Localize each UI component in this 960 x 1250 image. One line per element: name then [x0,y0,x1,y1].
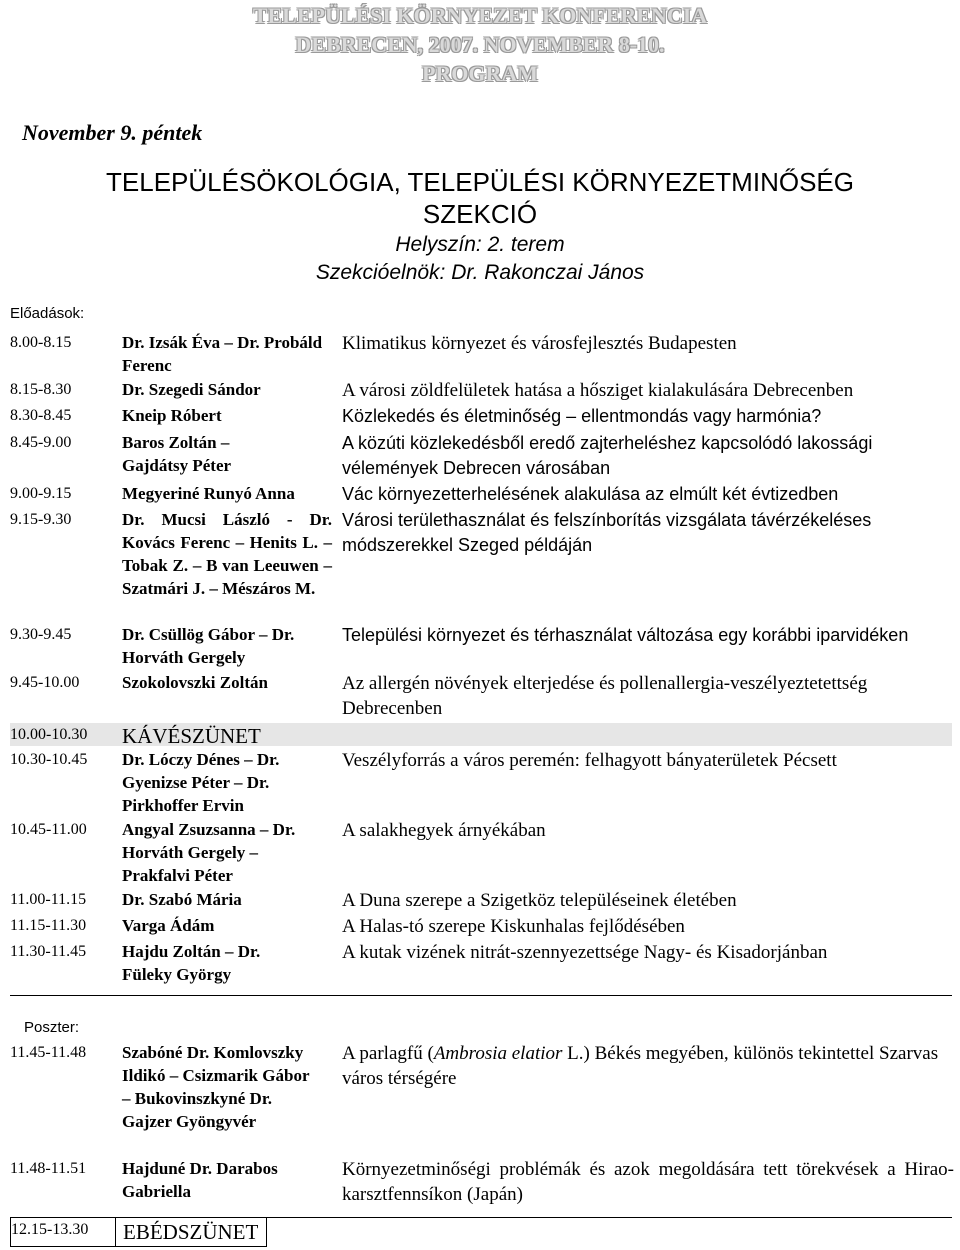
talk-title: Közlekedés és életminőség – ellentmondás vagy harmónia? [342,406,822,426]
time: 8.45-9.00 [10,434,72,451]
talk-title: A közúti közlekedésből eredő zajterheléshez kapcsolódó lakossági vélemények Debrecen városában [342,433,873,478]
lunch-break-label: EBÉDSZÜNET [123,1220,259,1244]
time: 9.00-9.15 [10,485,72,502]
poster-title [342,1041,954,1091]
talk-title: Vác környezetterhelésének alakulása az elmúlt két évtizedben [342,484,839,504]
speaker: Szokolovszki Zoltán [122,673,268,692]
talk-title: A városi zöldfelületek hatása a hősziget kialakulására Debrecenben [342,380,854,401]
program-heading: PROGRAM [421,61,539,86]
cell-divider [115,1217,116,1246]
species-name: Ambrosia elatior [433,1043,563,1064]
talk-title: Az allergén növények elterjedése és pollenallergia-veszélyeztetettség Debrecenben [342,673,868,719]
time: 10.45-11.00 [10,821,87,838]
talk-title: A Duna szerepe a Szigetköz településeinek életében [342,890,737,911]
speaker: Angyal Zsuzsanna – Dr. Horváth Gergely – Prakfalvi Péter [122,820,296,885]
section-title: TELEPÜLÉSÖKOLÓGIA, TELEPÜLÉSI KÖRNYEZETMINŐSÉG [106,167,854,197]
lunch-break-row [10,1217,267,1247]
time: 9.15-9.30 [10,511,72,528]
talk-title: Települési környezet és térhasználat változása egy korábbi iparvidéken [342,625,909,645]
time: 10.30-10.45 [10,751,88,768]
poster-title-part: A parlagfű ( [342,1043,434,1064]
speaker: Dr. Mucsi László - Dr. Kovács Ferenc – Henits L. – Tobak Z. – B van Leeuwen – Szatmári J. – Mészáros M. [122,510,332,598]
time: 9.30-9.45 [10,626,72,643]
section-chair: Szekcióelnök: Dr. Rakonczai János [315,261,645,284]
talk-title: A kutak vizének nitrát-szennyezettsége Nagy- és Kisadorjánban [342,942,828,963]
coffee-break-row [10,723,952,746]
speaker: Dr. Szegedi Sándor [122,380,261,399]
speaker: Varga Ádám [122,916,215,935]
talk-title: Klimatikus környezet és városfejlesztés Budapesten [342,333,737,354]
time: 12.15-13.30 [11,1221,89,1238]
talk-title: A Halas-tó szerepe Kiskunhalas fejlődésében [342,916,685,937]
speaker: Hajduné Dr. Darabos Gabriella [122,1159,278,1201]
time: 11.30-11.45 [10,943,87,960]
poster-title-part: L.) Békés megyében, különös tekintettel Szarvas város térségére [342,1043,939,1089]
time: 11.00-11.15 [10,891,87,908]
speaker: Szabóné Dr. Komlovszky Ildikó – Csizmarik Gábor – Bukovinszkyné Dr. Gajzer Gyöngyvér [122,1043,310,1131]
time: 8.30-8.45 [10,407,72,424]
talk-title: Veszélyforrás a város peremén: felhagyott bányaterületek Pécsett [342,750,837,771]
presentations-label: Előadások: [10,305,85,322]
day-heading: November 9. péntek [22,120,203,145]
time: 8.15-8.30 [10,381,72,398]
time: 11.48-11.51 [10,1160,87,1177]
divider [10,995,952,996]
time: 9.45-10.00 [10,674,80,691]
speaker: Hajdu Zoltán – Dr. Füleky György [122,942,261,984]
time: 10.00-10.30 [10,726,88,743]
speaker: Megyeriné Runyó Anna [122,484,295,503]
speaker: Dr. Izsák Éva – Dr. Probáld Ferenc [122,333,323,375]
speaker: Baros Zoltán – Gajdátsy Péter [122,433,232,475]
talk-title: Városi területhasználat és felszínborítás vizsgálata távérzékeléses módszerekkel Szeged példáján [342,510,872,555]
speaker: Kneip Róbert [122,406,222,425]
speaker: Dr. Csüllög Gábor – Dr. Horváth Gergely [122,625,295,667]
speaker: Dr. Lóczy Dénes – Dr. Gyenizse Péter – Dr. Pirkhoffer Ervin [122,750,280,815]
talk-title: A salakhegyek árnyékában [342,820,546,841]
time: 11.45-11.48 [10,1044,87,1061]
coffee-break-label: KÁVÉSZÜNET [122,724,261,748]
speaker: Dr. Szabó Mária [122,890,242,909]
poster-title: Környezetminőségi problémák és azok megoldására tett törekvések a Hirao-karsztfennsíkon (Japán) [342,1159,954,1205]
poster-label: Poszter: [24,1019,80,1036]
conference-title: TELEPÜLÉSI KÖRNYEZET KONFERENCIA [252,3,708,28]
section-title-cont: SZEKCIÓ [422,199,538,229]
time: 11.15-11.30 [10,917,87,934]
venue: Helyszín: 2. terem [395,233,565,256]
time: 8.00-8.15 [10,334,72,351]
conference-date-place: DEBRECEN, 2007. NOVEMBER 8-10. [295,32,665,57]
